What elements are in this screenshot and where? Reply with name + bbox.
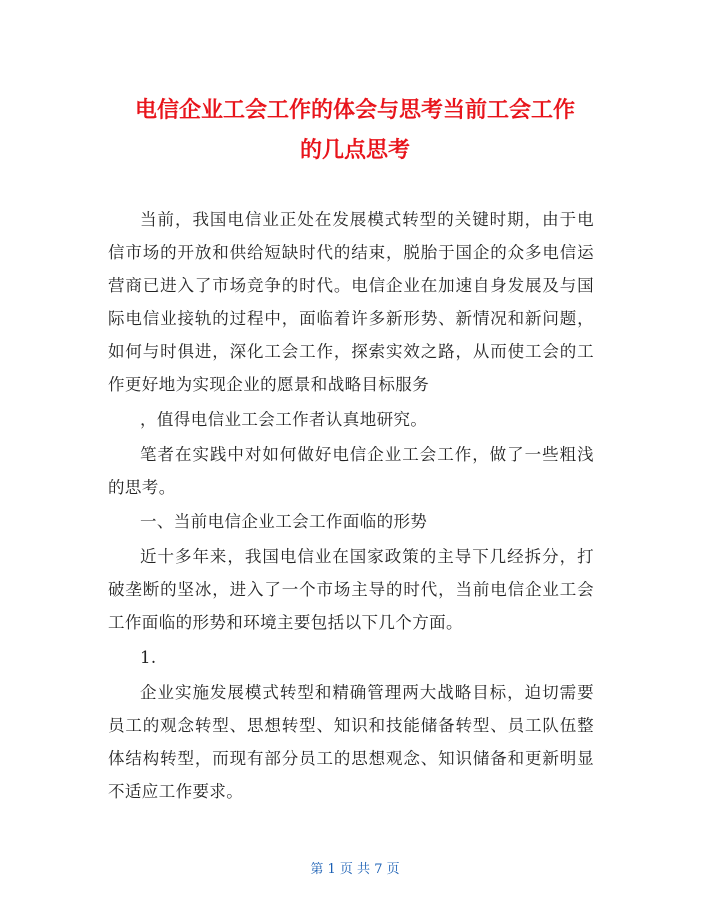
body-line: 信市场的开放和供给短缺时代的结束，脱胎于国企的众多电信运 xyxy=(108,243,594,262)
list-number: 1. xyxy=(140,648,157,667)
body-line: 企业实施发展模式转型和精确管理两大战略目标，迫切需要 xyxy=(140,683,594,702)
body-line: 营商已进入了市场竞争的时代。电信企业在加速自身发展及与国 xyxy=(108,276,594,295)
body-line: 如何与时俱进，深化工会工作，探索实效之路，从而使工会的工 xyxy=(108,342,594,361)
body-line: 体结构转型，而现有部分员工的思想观念、知识储备和更新明显 xyxy=(108,749,594,768)
body-line: 近十多年来，我国电信业在国家政策的主导下几经拆分，打 xyxy=(140,547,594,566)
body-line: 工作面临的形势和环境主要包括以下几个方面。 xyxy=(108,613,463,632)
body-line: 破垄断的坚冰，进入了一个市场主导的时代，当前电信企业工会 xyxy=(108,580,594,599)
document-title-line-2: 的几点思考 xyxy=(299,138,410,163)
body-line: 际电信业接轨的过程中，面临着许多新形势、新情况和新问题， xyxy=(108,309,594,328)
page-number-footer: 第 1 页 共 7 页 xyxy=(310,862,400,877)
body-line: ，值得电信业工会工作者认真地研究。 xyxy=(140,410,428,429)
body-line: 笔者在实践中对如何做好电信企业工会工作，做了一些粗浅 xyxy=(140,445,594,464)
section-heading: 一、当前电信企业工会工作面临的形势 xyxy=(140,512,428,531)
document-title-line-1: 电信企业工会工作的体会与思考当前工会工作 xyxy=(134,98,575,123)
body-line: 员工的观念转型、思想转型、知识和技能储备转型、员工队伍整 xyxy=(108,716,594,735)
body-line: 不适应工作要求。 xyxy=(108,782,244,801)
body-line: 当前，我国电信业正处在发展模式转型的关键时期，由于电 xyxy=(140,210,594,229)
body-line: 作更好地为实现企业的愿景和战略目标服务 xyxy=(108,375,430,394)
body-line: 的思考。 xyxy=(108,478,176,497)
